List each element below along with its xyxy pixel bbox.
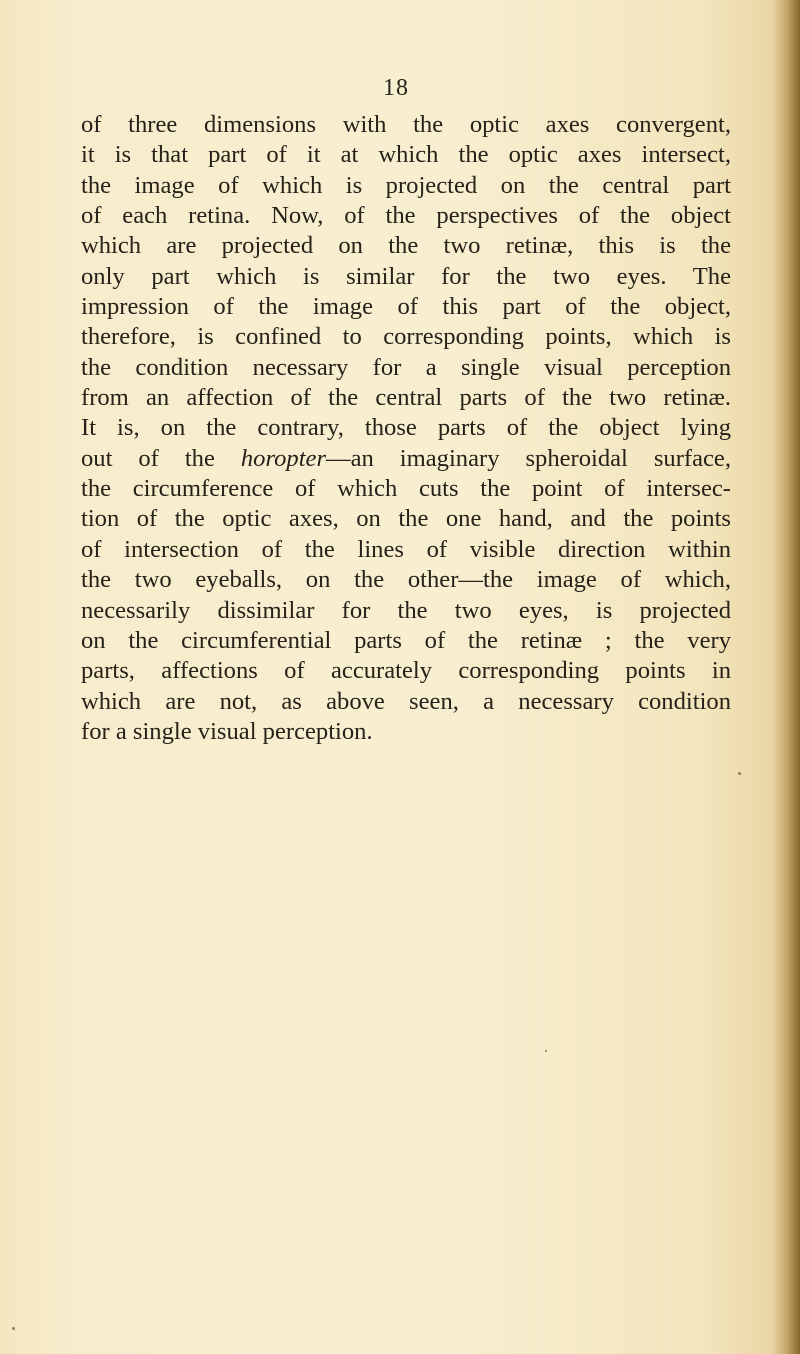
text-line: parts, affections of accurately corresponding points in bbox=[81, 657, 731, 685]
text-line: from an affection of the central parts of the two retinæ. bbox=[81, 384, 731, 412]
text-line: it is that part of it at which the optic axes intersect, bbox=[81, 141, 731, 169]
text-line: of each retina. Now, of the perspectives of the object bbox=[81, 202, 731, 230]
text-segment: —an imaginary spheroidal surface, bbox=[326, 444, 731, 472]
text-line: It is, on the contrary, those parts of the object lying bbox=[81, 414, 731, 442]
page-number: 18 bbox=[383, 75, 409, 101]
text-line: the circumference of which cuts the point of intersec- bbox=[81, 475, 731, 503]
text-line: the two eyeballs, on the other—the image of which, bbox=[81, 566, 731, 594]
text-line: tion of the optic axes, on the one hand, and the points bbox=[81, 505, 731, 533]
body-paragraph bbox=[81, 110, 731, 747]
text-line: only part which is similar for the two eyes. The bbox=[81, 262, 731, 290]
text-line: the image of which is projected on the central part bbox=[81, 171, 731, 199]
paper-speck bbox=[738, 772, 741, 775]
paper-speck bbox=[545, 1050, 547, 1052]
page-edge-shadow bbox=[772, 0, 800, 1354]
text-line: the condition necessary for a single visual perception bbox=[81, 353, 731, 381]
text-line: therefore, is confined to corresponding points, which is bbox=[81, 323, 731, 351]
paper-speck bbox=[12, 1327, 15, 1330]
text-line: which are not, as above seen, a necessary condition bbox=[81, 687, 731, 715]
text-line: necessarily dissimilar for the two eyes, is projected bbox=[81, 596, 731, 624]
text-line-with-term bbox=[81, 444, 731, 474]
text-line: on the circumferential parts of the retinæ ; the very bbox=[81, 626, 731, 654]
text-line: for a single visual perception. bbox=[81, 717, 373, 745]
text-line: impression of the image of this part of the object, bbox=[81, 293, 731, 321]
text-line: of intersection of the lines of visible direction within bbox=[81, 535, 731, 563]
text-segment: out of the bbox=[81, 444, 241, 472]
text-line: which are projected on the two retinæ, this is the bbox=[81, 232, 731, 260]
italic-term: horopter bbox=[240, 444, 327, 472]
text-line: of three dimensions with the optic axes convergent, bbox=[81, 111, 731, 138]
